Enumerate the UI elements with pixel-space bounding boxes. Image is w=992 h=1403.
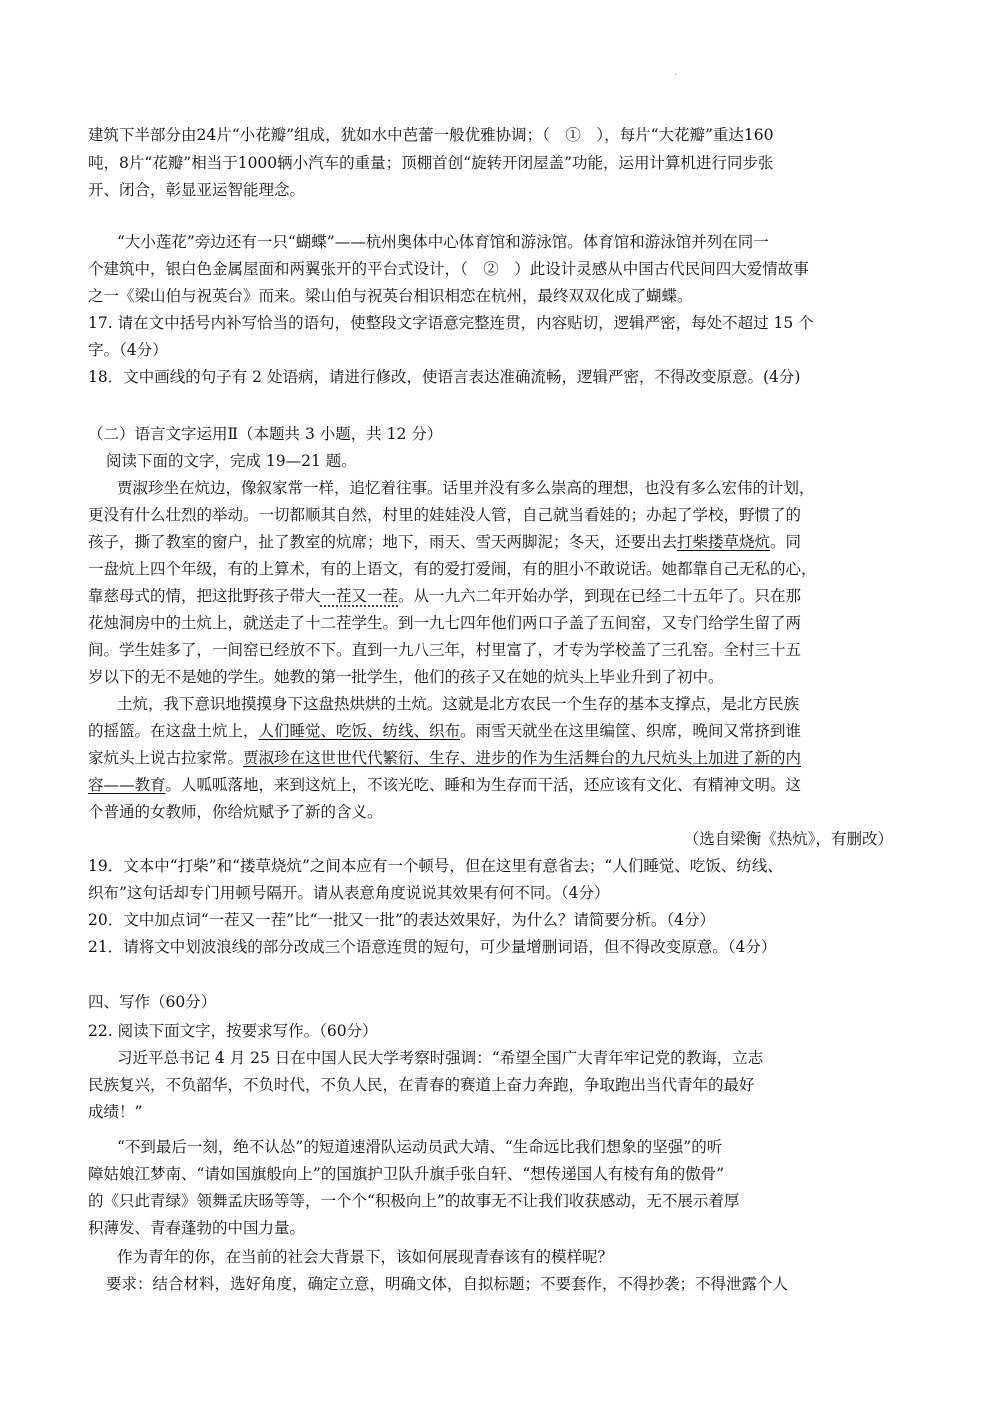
question-22: 22. 阅读下面文字，按要求写作。（60分） — [88, 1022, 378, 1040]
passage-line — [88, 718, 908, 744]
underlined-phrase: 人们睡觉、吃饭、纺线、织布 — [258, 722, 461, 740]
question-20: 20．文中加点词“一茬又一茬”比“一批又一批”的表达效果好，为什么？请简要分析。（4分） — [88, 911, 716, 929]
text-line: 建筑下半部分由24片“小花瓣”组成，犹如水中芭蕾一般优雅协调；（ ① ），每片“大花瓣”重达160 — [88, 126, 774, 144]
writing-requirements: 要求：结合材料，选好角度，确定立意，明确文体，自拟标题；不要套作，不得抄袭；不得泄露个人 — [106, 1275, 789, 1293]
question-21: 21．请将文中划波浪线的部分改成三个语意连贯的短句，可少量增删词语，但不得改变原意。（4分） — [88, 938, 777, 956]
passage-text: 。人呱呱落地，来到这炕上，不该光吃、睡和为生存而干活，还应该有文化、有精神文明。这 — [165, 776, 802, 794]
passage-text: 。从一九六二年开始办学，到现在已经二十五年了。只在那 — [398, 587, 802, 605]
prompt-line: 民族复兴，不负韶华，不负时代，不负人民，在青春的赛道上奋力奔跑，争取跑出当代青年的最好 — [88, 1076, 755, 1094]
question-17: 17. 请在文中括号内补写恰当的语句，使整段文字语意完整连贯，内容贴切，逻辑严密，每处不超过 15 个 — [88, 314, 814, 332]
question-17-cont: 字。（4分） — [88, 341, 168, 359]
dotted-phrase: 一茬又一茬 — [320, 587, 399, 605]
prompt-line: 作为青年的你，在当前的社会大背景下，该如何展现青春该有的模样呢？ — [117, 1248, 614, 1266]
passage-text: 靠慈母式的情，把这批野孩子带大 — [88, 587, 321, 605]
passage-line: 岁以下的无不是她的学生。她教的第一批学生，他们的孩子又在她的炕头上毕业升到了初中。 — [88, 668, 724, 686]
wavy-underlined-sentence-end: 容——教育 — [88, 776, 166, 794]
passage-line: 间。学生娃多了，一间窑已经放不下。直到一九八三年，村里富了，才专为学校盖了三孔窑。全村三十五 — [88, 641, 802, 659]
question-18: 18．文中画线的句子有 2 处语病，请进行修改，使语言表达准确流畅，逻辑严密，不得改变原意。(4分) — [88, 368, 801, 386]
section-2-instruction: 阅读下面的文字，完成 19—21 题。 — [106, 452, 357, 470]
header-mark: . — [674, 67, 678, 78]
passage-text: 。同 — [770, 533, 802, 551]
text-line: “大小莲花”旁边还有一只“蝴蝶”——杭州奥体中心体育馆和游泳馆。体育馆和游泳馆并列在同一 — [117, 233, 769, 251]
prompt-line: 习近平总书记 4 月 25 日在中国人民大学考察时强调：“希望全国广大青年牢记党的教诲，立志 — [117, 1049, 764, 1067]
prompt-line: 障姑娘江梦南、“请如国旗般向上”的国旗护卫队升旗手张自轩、“想传递国人有棱有角的傲骨” — [88, 1165, 725, 1183]
text-line: 吨，8片“花瓣”相当于1000辆小汽车的重量；顶棚首创“旋转开闭屋盖”功能，运用计算机进行同步张 — [88, 154, 774, 172]
passage-text: 的摇篮。在这盘土炕上， — [88, 722, 259, 740]
question-19: 19．文本中“打柴”和“搂草烧炕”之间本应有一个顿号，但在这里有意省去；“人们睡觉、吃饭、纺线、 — [88, 857, 783, 875]
passage-line: 土炕，我下意识地摸摸身下这盘热烘烘的土炕。这就是北方农民一个生存的基本支撑点，是北方民族 — [117, 695, 800, 713]
prompt-line: 积薄发、青春蓬勃的中国力量。 — [88, 1219, 306, 1237]
passage-line — [88, 583, 908, 609]
passage-line — [88, 745, 908, 771]
prompt-line: “不到最后一刻，绝不认怂”的短道速滑队运动员武大靖、“生命远比我们想象的坚强”的听 — [117, 1138, 723, 1156]
section-2-heading: （二）语言文字运用Ⅱ（本题共 3 小题，共 12 分） — [88, 425, 443, 443]
underlined-phrase: 打柴搂草烧炕 — [677, 533, 771, 551]
text-line: 之一《梁山伯与祝英台》而来。梁山伯与祝英台相识相恋在杭州，最终双双化成了蝴蝶。 — [88, 287, 693, 305]
passage-line — [88, 772, 908, 798]
passage-line: 个普通的女教师，你给炕赋予了新的含义。 — [88, 803, 383, 821]
passage-line — [88, 529, 908, 555]
wavy-underlined-sentence: 贾淑珍在这世世代代繁衍、生存、进步的作为生活舞台的九尺炕头上加进了新的内 — [243, 749, 802, 767]
passage-line: 贾淑珍坐在炕边，像叙家常一样，追忆着往事。话里并没有多么崇高的理想，也没有多么宏伟的计划， — [117, 479, 815, 497]
source-citation: （选自梁衡《热炕》，有删改） — [683, 830, 893, 848]
passage-text: 。雨雪天就坐在这里编筐、织席，晚间又常挤到谁 — [460, 722, 802, 740]
passage-text: 孩子，撕了教室的窗户，扯了教室的炕席；地下，雨天、雪天两脚泥；冬天，还要出去 — [88, 533, 678, 551]
passage-line: 更没有什么壮烈的举动。一切都顺其自然，村里的娃娃没人管，自己就当看娃的；办起了学校，野惯了的 — [88, 506, 802, 524]
text-line: 个建筑中，银白色金属屋面和两翼张开的平台式设计，（ ② ）此设计灵感从中国古代民间四大爱情故事 — [88, 260, 809, 278]
text-line: 开、闭合，彰显亚运智能理念。 — [88, 181, 306, 199]
question-19-cont: 织布”这句话却专门用顿号隔开。请从表意角度说说其效果有何不同。（4分） — [88, 884, 610, 902]
passage-line: 一盘炕上四个年级，有的上算术，有的上语文，有的爱打爱闹，有的胆小不敢说话。她都靠自己无私的心， — [88, 560, 817, 578]
prompt-line: 的《只此青绿》领舞孟庆旸等等，一个个“积极向上”的故事无不让我们收获感动，无不展示着厚 — [88, 1192, 740, 1210]
section-4-heading: 四、写作（60分） — [88, 993, 217, 1011]
prompt-line: 成绩！” — [88, 1103, 143, 1121]
passage-line: 花烛洞房中的土炕上，就送走了十二茬学生。到一九七四年他们两口子盖了五间窑，又专门给学生留了两 — [88, 614, 802, 632]
passage-text: 家炕头上说古拉家常。 — [88, 749, 244, 767]
